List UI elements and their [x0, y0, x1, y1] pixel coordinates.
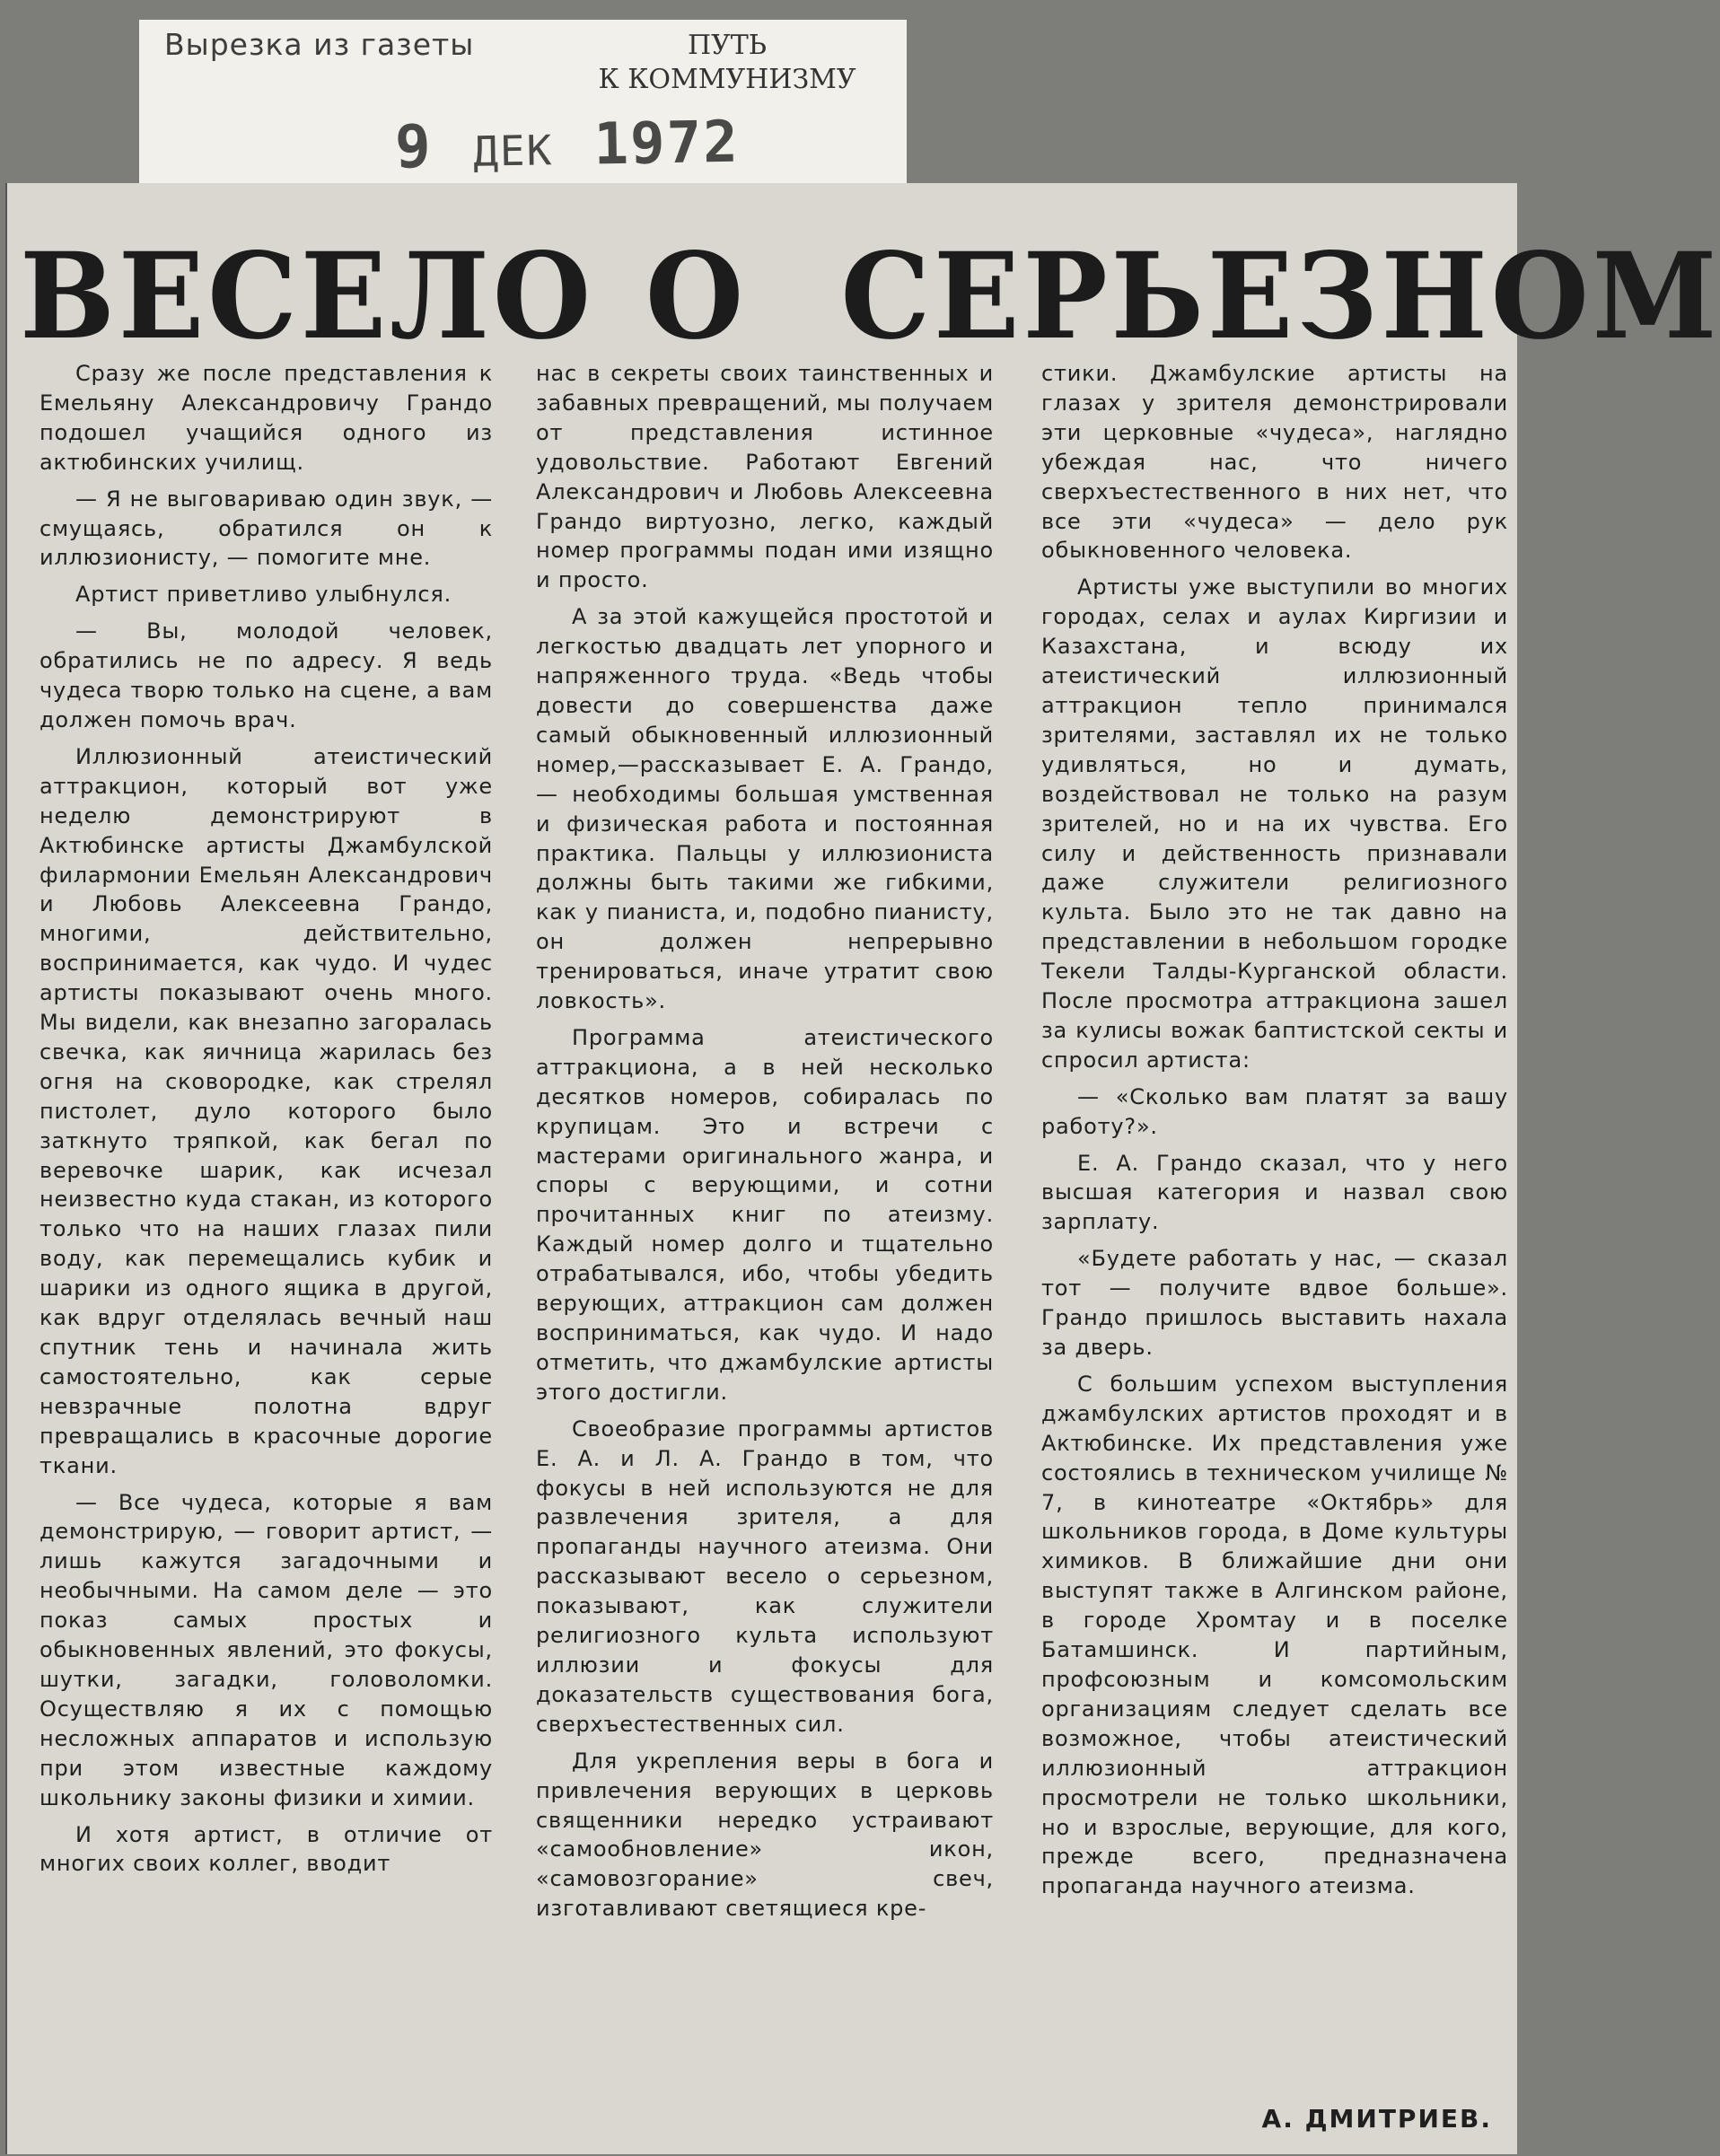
newspaper-name: [570, 29, 884, 97]
article-column-2: [536, 359, 994, 1924]
newspaper-name-line2: К КОММУНИЗМУ: [598, 64, 856, 95]
stamp-year: 1972: [592, 109, 741, 179]
paragraph: А за этой кажущейся простотой и легкостью двадцать лет упорного и напряженного труда. «Ведь чтобы довести до совершенства даже самый обыкновенный иллюзионный номер,—рассказывает Е. А. Грандо, — необходимы большая умственная и физическая работа и постоянная практика. Пальцы у иллюзиониста должны быть такими же гибкими, как у пианиста, и, подобно пианисту, он должен непрерывно тренироваться, иначе утратит свою ловкость».: [536, 604, 994, 1014]
article-column-1: [39, 359, 493, 1879]
paragraph: «Будете работать у нас, — сказал тот — получите вдвое больше». Грандо пришлось выставить нахала за дверь.: [1041, 1246, 1508, 1360]
paragraph: Иллюзионный атеистический аттракцион, который вот уже неделю демонстрируют в Актюбинске артисты Джамбулской филармонии Емельян Александрович и Любовь Алексеевна Грандо, многими, действительно, воспринимается, как чудо. И чудес артисты показывают очень много. Мы видели, как внезапно загоралась свечка, как яичница жарилась без огня на сковородке, как стрелял пистолет, дуло которого было заткнуто тряпкой, как бегал по веревочке шарик, как исчезал неизвестно куда стакан, из которого только что на наших глазах пили воду, как перемещались кубик и шарики из одного ящика в другой, как вдруг отделялась вечный наш спутник тень и начинала жить самостоятельно, как серые невзрачные полотна вдруг превращались в красочные дорогие ткани.: [39, 743, 493, 1478]
article-headline: [20, 227, 1720, 366]
stamp-day: 9: [394, 111, 434, 182]
paragraph: — «Сколько вам платят за вашу работу?».: [1041, 1083, 1508, 1139]
headline-word: О: [645, 227, 747, 366]
headline-word: СЕРЬЕЗНОМ: [840, 227, 1720, 366]
clipping-label: Вырезка из газеты: [164, 27, 475, 62]
stamp-month: ДЕК: [472, 126, 554, 176]
paragraph: — Вы, молодой человек, обратились не по адресу. Я ведь чудеса творю только на сцене, а вам должен помочь врач.: [39, 618, 493, 732]
paragraph: Е. А. Грандо сказал, что у него высшая категория и назвал свою зарплату.: [1041, 1150, 1508, 1235]
newspaper-name-line1: ПУТЬ: [687, 30, 768, 61]
newspaper-clipping: [5, 183, 1720, 2154]
paragraph: Программа атеистического аттракциона, а в ней несколько десятков номеров, собиралась по крупицам. Это и встречи с мастерами оригинального жанра, и споры с верующими, и сотни прочитанных книг по атеизму. Каждый номер долго и тщательно отрабатывался, ибо, чтобы убедить верующих, аттракцион сам должен восприниматься, как чудо. И надо отметить, что джамбулские артисты этого достигли.: [536, 1024, 994, 1405]
paragraph: Артисты уже выступили во многих городах, селах и аулах Киргизии и Казахстана, и всюду их атеистический иллюзионный аттракцион тепло принимался зрителями, заставлял их не только удивляться, но и думать, воздействовал не только на разум зрителей, но и на их чувства. Его силу и действенность признавали даже служители религиозного культа. Было это не так давно на представлении в небольшом городке Текели Талды-Курганской области. После просмотра аттракциона зашел за кулисы вожак баптистской секты и спросил артиста:: [1041, 574, 1508, 1073]
paragraph: стики. Джамбулские артисты на глазах у зрителя демонстрировали эти церковные «чудеса», наглядно убеждая нас, что ничего сверхъестественного в них нет, что все эти «чудеса» — дело рук обыкновенного человека.: [1041, 361, 1508, 564]
paragraph: нас в секреты своих таинственных и забавных превращений, мы получаем от представления истинное удовольствие. Работают Евгений Александрович и Любовь Алексеевна Грандо виртуозно, легко, каждый номер программы подан ими изящно и просто.: [536, 361, 994, 593]
paragraph: Сразу же после представления к Емельяну Александровичу Грандо подошел учащийся одного из актюбинских училищ.: [39, 361, 493, 475]
paragraph: Своеобразие программы артистов Е. А. и Л. А. Грандо в том, что фокусы в ней используются не для развлечения зрителя, а для пропаганды научного атеизма. Они рассказывают весело о серьезном, показывают, как служители религиозного культа используют иллюзии и фокусы для доказательств существования бога, сверхъестественных сил.: [536, 1415, 994, 1737]
paragraph: Артист приветливо улыбнулся.: [75, 582, 452, 608]
paragraph: Для укрепления веры в бога и привлечения верующих в церковь священники нередко устраивают «самообновление» икон, «самовозгорание» свеч, изготавливают светящиеся кре-: [536, 1748, 994, 1922]
paragraph: — Все чудеса, которые я вам демонстрирую, — говорит артист, — лишь кажутся загадочными и необычными. На самом деле — это показ самых простых и обыкновенных явлений, это фокусы, шутки, загадки, головоломки. Осуществляю я их с помощью несложных аппаратов и использую при этом известные каждому школьнику законы физики и химии.: [39, 1489, 493, 1810]
paragraph: И хотя артист, в отличие от многих своих коллег, вводит: [39, 1821, 493, 1877]
date-stamp: [394, 107, 740, 182]
paragraph: С большим успехом выступления джамбулских артистов проходят и в Актюбинске. Их представления уже состоялись в техническом училище № 7, в кинотеатре «Октябрь» для школьников города, в Доме культуры химиков. В ближайшие дни они выступят также в Алгинском районе, в городе Хромтау и в поселке Батамшинск. И партийным, профсоюзным и комсомольским организациям следует сделать все возможное, чтобы атеистический иллюзионный аттракцион просмотрели не только школьники, но и взрослые, верующие, для кого, прежде всего, предназначена пропаганда научного атеизма.: [1041, 1371, 1508, 1899]
headline-word: ВЕСЕЛО: [20, 227, 594, 366]
article-column-3: [1041, 359, 1508, 1901]
paragraph: — Я не выговариваю один звук, — смущаясь, обратился он к иллюзионисту, — помогите мне.: [39, 486, 493, 571]
author-signature: А. ДМИТРИЕВ.: [1261, 2104, 1492, 2134]
